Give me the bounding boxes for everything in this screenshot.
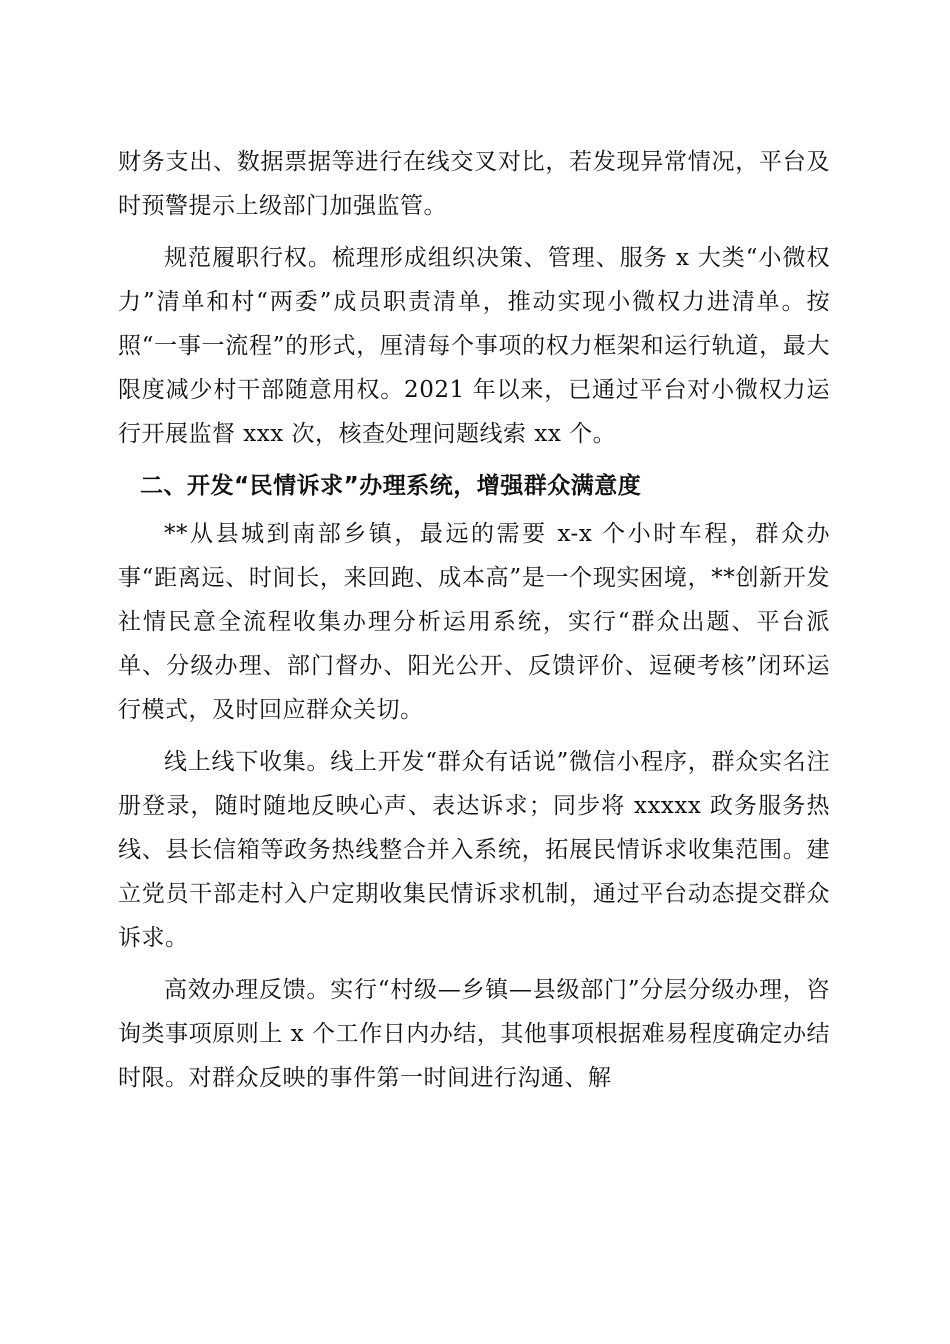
- section-heading-2: 二、开发“民情诉求”办理系统，增强群众满意度: [140, 473, 642, 499]
- paragraph-continuation: 财务支出、数据票据等进行在线交叉对比，若发现异常情况，平台及时预警提示上级部门加强监管。: [118, 149, 830, 219]
- paragraph-standardize-power: 规范履职行权。梳理形成组织决策、管理、服务 x 大类“小微权力”清单和村“两委”成员职责清单，推动实现小微权力进清单。按照“一事一流程”的形式，厘清每个事项的权力框架和运行轨道，最大限度减少村干部随意用权。2021 年以来，已通过平台对小微权力运行开展监督 xxx 次，核查处理问题线索 xx 个。: [118, 245, 830, 447]
- document-body: [118, 140, 830, 1108]
- paragraph-efficient-handling: 高效办理反馈。实行“村级—乡镇—县级部门”分层分级办理，咨询类事项原则上 x 个工作日内办结，其他事项根据难易程度确定办结时限。对群众反映的事件第一时间进行沟通、解: [118, 977, 830, 1091]
- paragraph-intro-system: **从县城到南部乡镇，最远的需要 x-x 个小时车程，群众办事“距离远、时间长，来回跑、成本高”是一个现实困境，**创新开发社情民意全流程收集办理分析运用系统，实行“群众出题、平台派单、分级办理、部门督办、阳光公开、反馈评价、逗硬考核”闭环运行模式，及时回应群众关切。: [118, 521, 830, 723]
- paragraph-online-offline-collection: 线上线下收集。线上开发“群众有话说”微信小程序，群众实名注册登录，随时随地反映心声、表达诉求；同步将 xxxxx 政务服务热线、县长信箱等政务热线整合并入系统，拓展民情诉求收集范围。建立党员干部走村入户定期收集民情诉求机制，通过平台动态提交群众诉求。: [118, 749, 830, 951]
